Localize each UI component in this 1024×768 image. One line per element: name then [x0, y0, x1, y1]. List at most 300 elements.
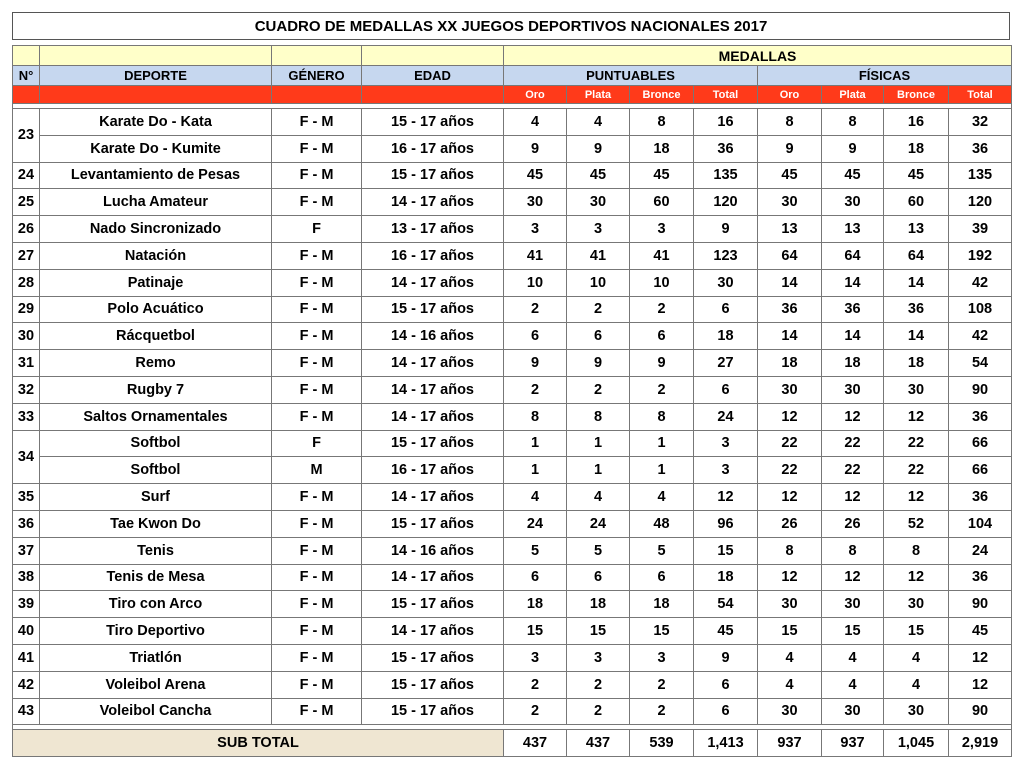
puntuables-oro: 8 — [504, 403, 567, 430]
fisicas-total: 90 — [949, 376, 1012, 403]
table-row — [13, 644, 1012, 671]
fisicas-plata: 26 — [822, 510, 884, 537]
fisicas-oro: 14 — [758, 269, 822, 296]
puntuables-total: 9 — [694, 644, 758, 671]
gender: F - M — [272, 484, 362, 511]
age-range: 14 - 17 años — [362, 618, 504, 645]
fisicas-oro: 36 — [758, 296, 822, 323]
sport-name: Tenis — [40, 537, 272, 564]
gender: F - M — [272, 698, 362, 725]
fisicas-plata: 13 — [822, 216, 884, 243]
fisicas-total: 104 — [949, 510, 1012, 537]
gender: F - M — [272, 403, 362, 430]
puntuables-plata: 18 — [567, 591, 630, 618]
age-range: 13 - 17 años — [362, 216, 504, 243]
fisicas-plata: 4 — [822, 671, 884, 698]
puntuables-plata: 1 — [567, 457, 630, 484]
puntuables-plata: 10 — [567, 269, 630, 296]
puntuables-plata: 2 — [567, 376, 630, 403]
puntuables-bronce: 4 — [630, 484, 694, 511]
puntuables-plata: 6 — [567, 323, 630, 350]
fisicas-bronce: 12 — [884, 484, 949, 511]
header-plata: Plata — [822, 86, 884, 104]
puntuables-total: 15 — [694, 537, 758, 564]
fisicas-bronce: 45 — [884, 162, 949, 189]
header-deporte: DEPORTE — [40, 66, 272, 86]
puntuables-total: 135 — [694, 162, 758, 189]
table-row — [13, 216, 1012, 243]
puntuables-oro: 41 — [504, 242, 567, 269]
puntuables-bronce: 41 — [630, 242, 694, 269]
header-blank — [13, 46, 40, 66]
puntuables-total: 27 — [694, 350, 758, 377]
fisicas-total: 66 — [949, 457, 1012, 484]
fisicas-oro: 30 — [758, 189, 822, 216]
fisicas-plata: 45 — [822, 162, 884, 189]
header-edad: EDAD — [362, 66, 504, 86]
puntuables-plata: 15 — [567, 618, 630, 645]
fisicas-bronce: 64 — [884, 242, 949, 269]
header-oro: Oro — [758, 86, 822, 104]
table-row — [13, 537, 1012, 564]
sport-name: Voleibol Cancha — [40, 698, 272, 725]
fisicas-bronce: 16 — [884, 109, 949, 136]
puntuables-bronce: 1 — [630, 457, 694, 484]
header-blank — [40, 46, 272, 66]
fisicas-oro: 8 — [758, 109, 822, 136]
row-number: 43 — [13, 698, 40, 725]
puntuables-bronce: 6 — [630, 564, 694, 591]
subtotal-row — [13, 730, 1012, 757]
puntuables-plata: 1 — [567, 430, 630, 457]
row-number: 27 — [13, 242, 40, 269]
header-fisicas: FÍSICAS — [758, 66, 1012, 86]
fisicas-total: 108 — [949, 296, 1012, 323]
table-row — [13, 376, 1012, 403]
puntuables-plata: 3 — [567, 216, 630, 243]
table-row — [13, 484, 1012, 511]
puntuables-oro: 9 — [504, 350, 567, 377]
table-row — [13, 350, 1012, 377]
fisicas-total: 24 — [949, 537, 1012, 564]
gender: F - M — [272, 591, 362, 618]
fisicas-oro: 12 — [758, 484, 822, 511]
sport-name: Polo Acuático — [40, 296, 272, 323]
puntuables-oro: 2 — [504, 376, 567, 403]
table-row — [13, 242, 1012, 269]
fisicas-oro: 13 — [758, 216, 822, 243]
puntuables-total: 18 — [694, 564, 758, 591]
row-number: 42 — [13, 671, 40, 698]
age-range: 14 - 16 años — [362, 323, 504, 350]
sport-name: Voleibol Arena — [40, 671, 272, 698]
fisicas-total: 12 — [949, 644, 1012, 671]
age-range: 15 - 17 años — [362, 671, 504, 698]
row-number: 24 — [13, 162, 40, 189]
fisicas-bronce: 4 — [884, 671, 949, 698]
fisicas-plata: 12 — [822, 403, 884, 430]
puntuables-bronce: 9 — [630, 350, 694, 377]
row-number: 35 — [13, 484, 40, 511]
table-row — [13, 430, 1012, 457]
row-number: 25 — [13, 189, 40, 216]
fisicas-bronce: 22 — [884, 430, 949, 457]
fisicas-total: 36 — [949, 403, 1012, 430]
age-range: 16 - 17 años — [362, 457, 504, 484]
header-blank — [362, 46, 504, 66]
age-range: 15 - 17 años — [362, 644, 504, 671]
fisicas-total: 45 — [949, 618, 1012, 645]
row-number: 33 — [13, 403, 40, 430]
sport-name: Saltos Ornamentales — [40, 403, 272, 430]
fisicas-bronce: 4 — [884, 644, 949, 671]
fisicas-bronce: 8 — [884, 537, 949, 564]
subtotal-f-bronce: 1,045 — [884, 730, 949, 757]
puntuables-oro: 1 — [504, 457, 567, 484]
fisicas-oro: 18 — [758, 350, 822, 377]
puntuables-total: 3 — [694, 430, 758, 457]
fisicas-total: 54 — [949, 350, 1012, 377]
table-body — [13, 109, 1012, 725]
puntuables-total: 9 — [694, 216, 758, 243]
header-blank — [362, 86, 504, 104]
puntuables-total: 123 — [694, 242, 758, 269]
puntuables-total: 6 — [694, 671, 758, 698]
puntuables-bronce: 8 — [630, 403, 694, 430]
header-blank — [40, 86, 272, 104]
sport-name: Lucha Amateur — [40, 189, 272, 216]
age-range: 15 - 17 años — [362, 430, 504, 457]
puntuables-bronce: 1 — [630, 430, 694, 457]
puntuables-bronce: 2 — [630, 296, 694, 323]
puntuables-oro: 6 — [504, 323, 567, 350]
sport-name: Tiro con Arco — [40, 591, 272, 618]
fisicas-plata: 18 — [822, 350, 884, 377]
age-range: 15 - 17 años — [362, 296, 504, 323]
fisicas-bronce: 30 — [884, 376, 949, 403]
gender: F - M — [272, 510, 362, 537]
fisicas-plata: 15 — [822, 618, 884, 645]
table-row — [13, 591, 1012, 618]
table-row — [13, 189, 1012, 216]
fisicas-plata: 30 — [822, 376, 884, 403]
sport-name: Levantamiento de Pesas — [40, 162, 272, 189]
fisicas-total: 42 — [949, 323, 1012, 350]
puntuables-total: 6 — [694, 296, 758, 323]
puntuables-plata: 30 — [567, 189, 630, 216]
gender: F - M — [272, 242, 362, 269]
fisicas-plata: 30 — [822, 189, 884, 216]
fisicas-oro: 30 — [758, 698, 822, 725]
table-row — [13, 162, 1012, 189]
puntuables-plata: 4 — [567, 109, 630, 136]
puntuables-oro: 9 — [504, 135, 567, 162]
fisicas-bronce: 12 — [884, 564, 949, 591]
puntuables-oro: 4 — [504, 109, 567, 136]
row-number: 41 — [13, 644, 40, 671]
row-number: 26 — [13, 216, 40, 243]
puntuables-oro: 6 — [504, 564, 567, 591]
puntuables-bronce: 8 — [630, 109, 694, 136]
fisicas-plata: 22 — [822, 430, 884, 457]
header-puntuables: PUNTUABLES — [504, 66, 758, 86]
puntuables-bronce: 6 — [630, 323, 694, 350]
fisicas-oro: 8 — [758, 537, 822, 564]
puntuables-bronce: 2 — [630, 671, 694, 698]
fisicas-bronce: 30 — [884, 698, 949, 725]
puntuables-oro: 24 — [504, 510, 567, 537]
puntuables-plata: 41 — [567, 242, 630, 269]
puntuables-total: 30 — [694, 269, 758, 296]
header-num: N° — [13, 66, 40, 86]
fisicas-oro: 12 — [758, 564, 822, 591]
gender: M — [272, 457, 362, 484]
puntuables-total: 6 — [694, 698, 758, 725]
table-row — [13, 109, 1012, 136]
fisicas-oro: 14 — [758, 323, 822, 350]
puntuables-bronce: 3 — [630, 216, 694, 243]
header-oro: Oro — [504, 86, 567, 104]
fisicas-plata: 12 — [822, 484, 884, 511]
gender: F - M — [272, 537, 362, 564]
puntuables-total: 120 — [694, 189, 758, 216]
puntuables-plata: 5 — [567, 537, 630, 564]
age-range: 14 - 17 años — [362, 403, 504, 430]
row-number: 29 — [13, 296, 40, 323]
sport-name: Natación — [40, 242, 272, 269]
fisicas-total: 90 — [949, 698, 1012, 725]
age-range: 16 - 17 años — [362, 135, 504, 162]
page-title: CUADRO DE MEDALLAS XX JUEGOS DEPORTIVOS NACIONALES 2017 — [12, 12, 1010, 40]
fisicas-total: 120 — [949, 189, 1012, 216]
fisicas-plata: 30 — [822, 591, 884, 618]
sport-name: Karate Do - Kumite — [40, 135, 272, 162]
age-range: 14 - 17 años — [362, 376, 504, 403]
header-bronce: Bronce — [630, 86, 694, 104]
fisicas-total: 36 — [949, 564, 1012, 591]
row-number: 39 — [13, 591, 40, 618]
gender: F - M — [272, 671, 362, 698]
age-range: 15 - 17 años — [362, 162, 504, 189]
header-bronce: Bronce — [884, 86, 949, 104]
puntuables-total: 18 — [694, 323, 758, 350]
sport-name: Softbol — [40, 430, 272, 457]
puntuables-oro: 3 — [504, 216, 567, 243]
row-number: 40 — [13, 618, 40, 645]
fisicas-total: 42 — [949, 269, 1012, 296]
puntuables-plata: 24 — [567, 510, 630, 537]
fisicas-plata: 64 — [822, 242, 884, 269]
fisicas-oro: 15 — [758, 618, 822, 645]
gender: F - M — [272, 323, 362, 350]
puntuables-plata: 2 — [567, 698, 630, 725]
puntuables-plata: 4 — [567, 484, 630, 511]
gender: F - M — [272, 644, 362, 671]
puntuables-plata: 3 — [567, 644, 630, 671]
fisicas-oro: 4 — [758, 644, 822, 671]
gender: F - M — [272, 296, 362, 323]
puntuables-total: 54 — [694, 591, 758, 618]
puntuables-bronce: 48 — [630, 510, 694, 537]
gender: F — [272, 216, 362, 243]
puntuables-total: 3 — [694, 457, 758, 484]
sport-name: Tiro Deportivo — [40, 618, 272, 645]
fisicas-total: 36 — [949, 484, 1012, 511]
age-range: 14 - 17 años — [362, 350, 504, 377]
gender: F - M — [272, 269, 362, 296]
puntuables-plata: 6 — [567, 564, 630, 591]
sport-name: Remo — [40, 350, 272, 377]
age-range: 14 - 17 años — [362, 189, 504, 216]
subtotal-p-total: 1,413 — [694, 730, 758, 757]
subtotal-p-oro: 437 — [504, 730, 567, 757]
fisicas-plata: 30 — [822, 698, 884, 725]
header-plata: Plata — [567, 86, 630, 104]
table-row — [13, 698, 1012, 725]
gender: F - M — [272, 564, 362, 591]
gender: F - M — [272, 135, 362, 162]
puntuables-total: 45 — [694, 618, 758, 645]
puntuables-bronce: 60 — [630, 189, 694, 216]
header-blank — [13, 86, 40, 104]
fisicas-plata: 14 — [822, 269, 884, 296]
age-range: 15 - 17 años — [362, 698, 504, 725]
puntuables-plata: 2 — [567, 296, 630, 323]
fisicas-plata: 9 — [822, 135, 884, 162]
puntuables-bronce: 18 — [630, 135, 694, 162]
fisicas-oro: 30 — [758, 376, 822, 403]
fisicas-bronce: 36 — [884, 296, 949, 323]
fisicas-plata: 14 — [822, 323, 884, 350]
fisicas-plata: 8 — [822, 537, 884, 564]
table-row — [13, 618, 1012, 645]
puntuables-oro: 10 — [504, 269, 567, 296]
puntuables-plata: 2 — [567, 671, 630, 698]
fisicas-total: 12 — [949, 671, 1012, 698]
puntuables-oro: 4 — [504, 484, 567, 511]
age-range: 16 - 17 años — [362, 242, 504, 269]
subtotal-f-plata: 937 — [822, 730, 884, 757]
fisicas-oro: 4 — [758, 671, 822, 698]
puntuables-oro: 2 — [504, 671, 567, 698]
sport-name: Tenis de Mesa — [40, 564, 272, 591]
row-number: 28 — [13, 269, 40, 296]
puntuables-bronce: 5 — [630, 537, 694, 564]
fisicas-total: 66 — [949, 430, 1012, 457]
fisicas-oro: 12 — [758, 403, 822, 430]
row-number: 30 — [13, 323, 40, 350]
table-row — [13, 671, 1012, 698]
fisicas-oro: 45 — [758, 162, 822, 189]
puntuables-total: 12 — [694, 484, 758, 511]
puntuables-bronce: 10 — [630, 269, 694, 296]
puntuables-total: 16 — [694, 109, 758, 136]
subtotal-p-plata: 437 — [567, 730, 630, 757]
puntuables-bronce: 3 — [630, 644, 694, 671]
sport-name: Patinaje — [40, 269, 272, 296]
row-number: 37 — [13, 537, 40, 564]
puntuables-plata: 9 — [567, 350, 630, 377]
table-row — [13, 403, 1012, 430]
fisicas-oro: 9 — [758, 135, 822, 162]
sport-name: Karate Do - Kata — [40, 109, 272, 136]
fisicas-bronce: 15 — [884, 618, 949, 645]
row-number: 23 — [13, 109, 40, 163]
age-range: 14 - 17 años — [362, 269, 504, 296]
sport-name: Softbol — [40, 457, 272, 484]
sport-name: Nado Sincronizado — [40, 216, 272, 243]
subtotal-f-oro: 937 — [758, 730, 822, 757]
age-range: 14 - 16 años — [362, 537, 504, 564]
puntuables-oro: 5 — [504, 537, 567, 564]
gender: F — [272, 430, 362, 457]
puntuables-plata: 8 — [567, 403, 630, 430]
puntuables-total: 36 — [694, 135, 758, 162]
fisicas-bronce: 14 — [884, 323, 949, 350]
gender: F - M — [272, 350, 362, 377]
gender: F - M — [272, 189, 362, 216]
sport-name: Tae Kwon Do — [40, 510, 272, 537]
table-row — [13, 296, 1012, 323]
row-number: 32 — [13, 376, 40, 403]
gender: F - M — [272, 376, 362, 403]
puntuables-oro: 30 — [504, 189, 567, 216]
subtotal-p-bronce: 539 — [630, 730, 694, 757]
fisicas-total: 192 — [949, 242, 1012, 269]
puntuables-total: 6 — [694, 376, 758, 403]
subtotal-label: SUB TOTAL — [13, 730, 504, 757]
puntuables-bronce: 2 — [630, 376, 694, 403]
fisicas-bronce: 22 — [884, 457, 949, 484]
age-range: 14 - 17 años — [362, 564, 504, 591]
table-header — [13, 46, 1012, 109]
table-row — [13, 135, 1012, 162]
fisicas-total: 32 — [949, 109, 1012, 136]
puntuables-oro: 3 — [504, 644, 567, 671]
gender: F - M — [272, 109, 362, 136]
puntuables-oro: 18 — [504, 591, 567, 618]
fisicas-total: 36 — [949, 135, 1012, 162]
row-number: 38 — [13, 564, 40, 591]
table-row — [13, 457, 1012, 484]
fisicas-bronce: 18 — [884, 135, 949, 162]
header-blank — [272, 86, 362, 104]
puntuables-bronce: 18 — [630, 591, 694, 618]
puntuables-bronce: 45 — [630, 162, 694, 189]
header-medallas: MEDALLAS — [504, 46, 1012, 66]
age-range: 15 - 17 años — [362, 591, 504, 618]
gender: F - M — [272, 618, 362, 645]
age-range: 15 - 17 años — [362, 109, 504, 136]
fisicas-bronce: 12 — [884, 403, 949, 430]
puntuables-oro: 2 — [504, 296, 567, 323]
puntuables-total: 24 — [694, 403, 758, 430]
medals-table — [12, 45, 1012, 757]
fisicas-total: 135 — [949, 162, 1012, 189]
table-row — [13, 269, 1012, 296]
fisicas-bronce: 18 — [884, 350, 949, 377]
header-blank — [272, 46, 362, 66]
fisicas-plata: 4 — [822, 644, 884, 671]
fisicas-oro: 22 — [758, 457, 822, 484]
fisicas-bronce: 13 — [884, 216, 949, 243]
row-number: 36 — [13, 510, 40, 537]
gender: F - M — [272, 162, 362, 189]
fisicas-bronce: 52 — [884, 510, 949, 537]
fisicas-total: 39 — [949, 216, 1012, 243]
header-total: Total — [949, 86, 1012, 104]
fisicas-oro: 30 — [758, 591, 822, 618]
